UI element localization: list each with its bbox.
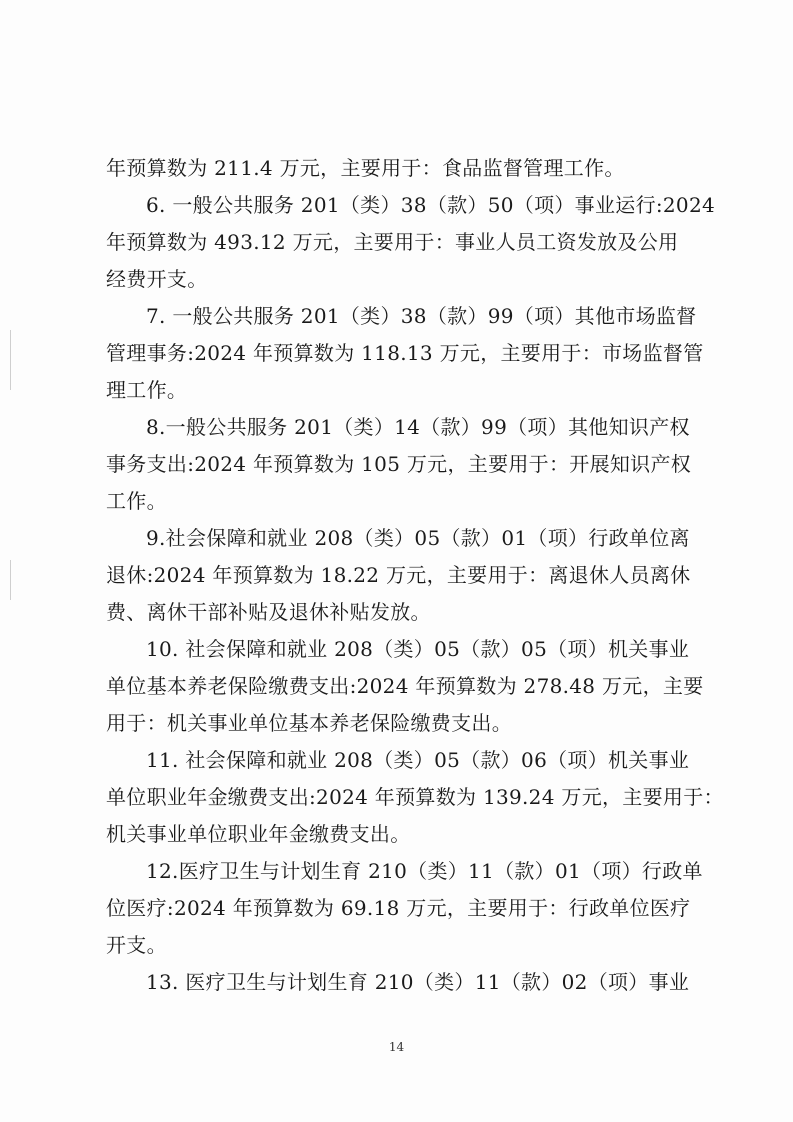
text-line: 6. 一般公共服务 201（类）38（款）50（项）事业运行:2024 xyxy=(146,193,716,217)
text-line: 年预算数为 211.4 万元，主要用于：食品监督管理工作。 xyxy=(106,156,625,180)
text-line: 理工作。 xyxy=(106,378,188,402)
text-line: 管理事务:2024 年预算数为 118.13 万元，主要用于：市场监督管 xyxy=(106,341,704,365)
text-line: 7. 一般公共服务 201（类）38（款）99（项）其他市场监督 xyxy=(146,304,697,328)
text-line: 用于：机关事业单位基本养老保险缴费支出。 xyxy=(106,711,512,735)
text-line: 年预算数为 493.12 万元，主要用于：事业人员工资发放及公用 xyxy=(106,230,679,254)
text-line: 退休:2024 年预算数为 18.22 万元，主要用于：离退休人员离休 xyxy=(106,563,691,587)
page-number: 14 xyxy=(388,1040,405,1054)
text-line: 12.医疗卫生与计划生育 210（类）11（款）01（项）行政单 xyxy=(146,859,703,883)
text-line: 13. 医疗卫生与计划生育 210（类）11（款）02（项）事业 xyxy=(146,970,690,994)
text-line: 11. 社会保障和就业 208（类）05（款）06（项）机关事业 xyxy=(146,748,690,772)
document-body xyxy=(106,150,724,1001)
text-line: 机关事业单位职业年金缴费支出。 xyxy=(106,822,411,846)
text-line: 开支。 xyxy=(106,933,167,957)
text-line: 工作。 xyxy=(106,489,167,513)
text-line: 9.社会保障和就业 208（类）05（款）01（项）行政单位离 xyxy=(146,526,690,550)
text-line: 费、离休干部补贴及退休补贴发放。 xyxy=(106,600,431,624)
text-line: 单位基本养老保险缴费支出:2024 年预算数为 278.48 万元，主要 xyxy=(106,674,704,698)
text-line: 位医疗:2024 年预算数为 69.18 万元，主要用于：行政单位医疗 xyxy=(106,896,691,920)
scan-edge-mark xyxy=(10,560,11,600)
text-line: 经费开支。 xyxy=(106,267,208,291)
text-line: 10. 社会保障和就业 208（类）05（款）05（项）机关事业 xyxy=(146,637,690,661)
text-line: 事务支出:2024 年预算数为 105 万元，主要用于：开展知识产权 xyxy=(106,452,692,476)
text-line: 8.一般公共服务 201（类）14（款）99（项）其他知识产权 xyxy=(146,415,690,439)
text-line: 单位职业年金缴费支出:2024 年预算数为 139.24 万元，主要用于： xyxy=(106,785,724,809)
scan-edge-mark xyxy=(10,330,11,390)
